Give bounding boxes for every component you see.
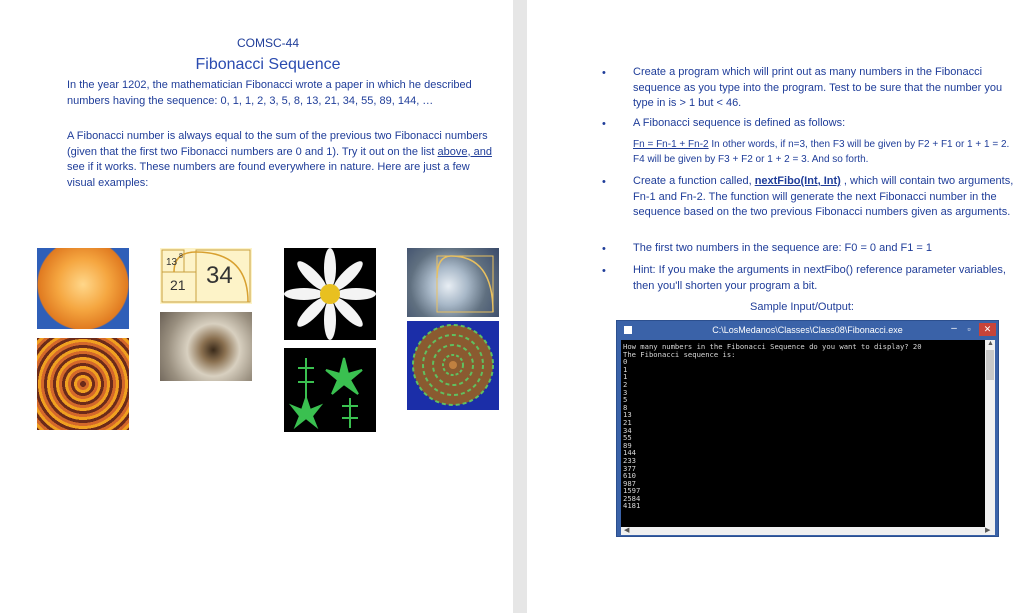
bullet-3-text: Create a function called, nextFibo(Int, Int) , which will contain two arguments, Fn-1 and Fn-2. The function will generate the next Fibonacci number in the sequence based on the two previous Fibonacci numbers given as arguments.: [633, 175, 1014, 218]
bullet-2-text: A Fibonacci sequence is defined as follows:: [633, 117, 846, 129]
leaf-arrangement-image: [284, 348, 376, 432]
nautilus-shell-image: [160, 312, 252, 381]
sample-io-heading: Sample Input/Output:: [750, 301, 854, 313]
console-window: [616, 320, 999, 537]
bullet-5-text: Hint: If you make the arguments in nextFibo() reference parameter variables, then you'll shorten your program a bit.: [633, 264, 1006, 292]
horizontal-scrollbar[interactable]: [621, 527, 995, 535]
above-link-text: above, and: [437, 145, 492, 158]
console-title: C:\LosMedanos\Classes\Class08\Fibonacci.exe: [712, 325, 903, 335]
console-output-area[interactable]: [621, 340, 985, 527]
scrollbar-thumb[interactable]: [986, 350, 994, 380]
square-13-label: 13: [166, 257, 178, 268]
scroll-left-icon[interactable]: ◀: [624, 527, 630, 534]
console-output: How many numbers in the Fibonacci Sequence do you want to display? 20 The Fibonacci sequence is: 0 1 1 2 3 5 8 13 21 34 55 89 144 233 377 610 987 1597 2584 4181: [623, 342, 922, 511]
fibonacci-squares-image: [160, 248, 252, 304]
vertical-scrollbar[interactable]: [985, 340, 995, 527]
square-21-label: 21: [170, 277, 186, 293]
minimize-button[interactable]: –: [951, 323, 957, 334]
page-title: Fibonacci Sequence: [195, 56, 341, 73]
pinecone-spiral-image: [407, 321, 499, 410]
bullet-4-marker: •: [602, 243, 606, 255]
sunflower-center-image: [37, 338, 129, 430]
rose-spiral-image: [37, 248, 129, 329]
bullet-2-marker: •: [602, 118, 606, 130]
square-8-label: 8: [179, 253, 183, 260]
scroll-right-icon[interactable]: ▶: [985, 527, 991, 534]
scroll-up-icon[interactable]: ▲: [987, 340, 994, 347]
bullet-1-marker: •: [602, 67, 606, 79]
square-34-label: 34: [206, 262, 233, 289]
sum-paragraph: A Fibonacci number is always equal to the sum of the previous two Fibonacci numbers (given that the first two Fibonacci numbers are 0 and 1). Try it out on the list above, and see if it works. These numbers are found everywhere in nature. Here are just a few visual examples:: [67, 130, 492, 189]
bullet-3-marker: •: [602, 176, 606, 188]
close-button[interactable]: ✕: [979, 323, 996, 336]
course-code: COMSC-44: [236, 36, 299, 50]
daisy-image: [284, 248, 376, 340]
maximize-button[interactable]: ▫: [967, 324, 971, 334]
bullet-5-marker: •: [602, 265, 606, 277]
fibonacci-definition: Fn = Fn-1 + Fn-2 In other words, if n=3, then F3 will be given by F2 + F1 or 1 + 1 = 2. F4 will be given by F3 + F2 or 1 + 2 = 3. And so forth.: [633, 139, 1010, 165]
function-name: nextFibo(Int, Int): [754, 175, 841, 187]
hurricane-spiral-image: [407, 248, 499, 317]
bullet-4-text: The first two numbers in the sequence are: F0 = 0 and F1 = 1: [633, 242, 932, 254]
intro-paragraph: In the year 1202, the mathematician Fibonacci wrote a paper in which he described numbers having the sequence: 0, 1, 1, 2, 3, 5, 8, 13, 21, 34, 55, 89, 144, …: [67, 79, 472, 107]
bullet-1-text: Create a program which will print out as many numbers in the Fibonacci sequence as you type into the program. Test to be sure that the number you type in is > 1 but < 46.: [633, 66, 1003, 109]
formula-text: Fn = Fn-1 + Fn-2: [633, 139, 709, 150]
